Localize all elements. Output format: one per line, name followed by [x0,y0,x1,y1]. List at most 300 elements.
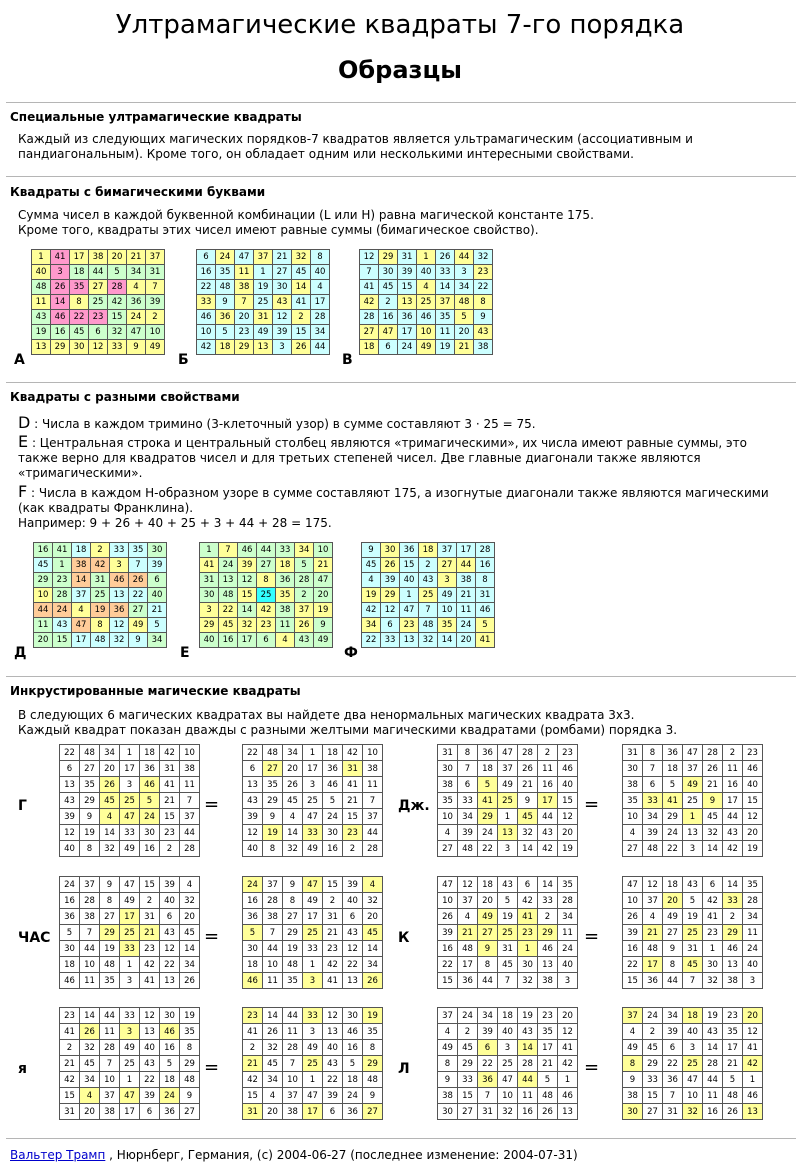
square-cell: 49 [120,893,140,909]
square-cell: 23 [343,825,363,841]
square-cell: 3 [455,265,474,280]
square-cell: 22 [60,745,80,761]
square-cell: 35 [129,543,148,558]
square-row [32,250,165,265]
square-cell: 17 [723,1040,743,1056]
square-cell: 48 [263,745,283,761]
square-cell: 26 [80,1024,100,1040]
square-cell: 16 [243,893,263,909]
square-cell: 15 [323,877,343,893]
square-cell: 12 [643,877,663,893]
square-cell: 49 [146,340,165,355]
square-cell: 46 [160,1024,180,1040]
square-cell: 6 [89,325,108,340]
square-cell: 34 [100,745,120,761]
square-cell: 33 [120,825,140,841]
square-cell: 10 [363,745,383,761]
square-cell: 43 [498,877,518,893]
square-cell: 6 [197,250,216,265]
square-cell: 41 [243,1024,263,1040]
square-cell: 12 [140,1008,160,1024]
square-cell: 30 [160,1008,180,1024]
square-cell: 8 [363,1040,383,1056]
square-cell: 31 [200,573,219,588]
square-cell: 10 [314,543,333,558]
square-cell: 22 [478,1056,498,1072]
square-row [623,825,763,841]
square-cell: 35 [216,265,235,280]
square-cell: 28 [743,893,763,909]
square-cell: 33 [458,793,478,809]
square-cell: 32 [683,1104,703,1120]
square-row [360,265,493,280]
square-cell: 33 [303,941,323,957]
square-cell: 16 [518,1104,538,1120]
square-cell: 23 [60,1008,80,1024]
square-cell: 15 [60,1088,80,1104]
square-row [438,809,578,825]
inlaid-square-y-b [242,1007,383,1120]
square-cell: 49 [417,340,436,355]
square-cell: 37 [643,893,663,909]
square-row [243,825,383,841]
square-row [438,1008,578,1024]
square-cell: 44 [263,941,283,957]
square-cell: 17 [303,761,323,777]
square-cell: 24 [643,1008,663,1024]
special-text: Каждый из следующих магических порядков-7 квадратов является ультрамагическим (ассоциативным и пандиагональным). Кроме того, он обладает одним или несколькими интересными свойствами. [18,132,693,161]
square-cell: 37 [80,877,100,893]
square-cell: 1 [200,543,219,558]
square-cell: 16 [60,893,80,909]
square-cell: 19 [180,1008,200,1024]
square-label: А [14,352,25,368]
square-cell: 12 [743,1024,763,1040]
square-cell: 17 [303,1104,323,1120]
square-cell: 28 [283,1040,303,1056]
square-cell: 3 [120,777,140,793]
square-cell: 26 [263,1024,283,1040]
square-cell: 46 [723,941,743,957]
square-cell: 34 [263,1072,283,1088]
square-cell: 27 [80,761,100,777]
square-cell: 44 [457,558,476,573]
square-cell: 8 [100,893,120,909]
footer-text: , Нюрнберг, Германия, (c) 2004-06-27 (последнее изменение: 2004-07-31) [105,1148,578,1162]
square-cell: 17 [303,909,323,925]
square-cell: 27 [273,265,292,280]
square-cell: 8 [643,745,663,761]
square-cell: 36 [160,1104,180,1120]
square-cell: 10 [623,809,643,825]
square-cell: 41 [140,973,160,989]
square-cell: 42 [743,1056,763,1072]
square-cell: 47 [314,573,333,588]
square-cell: 28 [108,280,127,295]
square-cell: 24 [127,310,146,325]
square-cell: 41 [703,909,723,925]
square-row [197,250,330,265]
square-cell: 5 [243,925,263,941]
square-cell: 37 [180,809,200,825]
square-cell: 44 [283,1008,303,1024]
square-cell: 45 [34,558,53,573]
square-cell: 42 [723,841,743,857]
square-cell: 4 [643,909,663,925]
square-cell: 38 [723,973,743,989]
square-cell: 38 [180,761,200,777]
square-row [60,909,200,925]
square-cell: 13 [32,340,51,355]
square-cell: 10 [417,325,436,340]
square-cell: 31 [478,1104,498,1120]
square-row [200,588,333,603]
square-row [438,1088,578,1104]
square-cell: 41 [558,1040,578,1056]
square-cell: 36 [663,1072,683,1088]
square-cell: 43 [140,1056,160,1072]
square-row [60,957,200,973]
square-cell: 15 [398,280,417,295]
square-cell: 49 [683,777,703,793]
square-cell: 1 [120,745,140,761]
square-cell: 45 [518,809,538,825]
square-cell: 22 [623,957,643,973]
square-cell: 7 [235,295,254,310]
square-cell: 13 [498,825,518,841]
inlaid-square-k-a [437,876,578,989]
square-cell: 25 [498,793,518,809]
square-row [32,340,165,355]
square-cell: 13 [254,340,273,355]
square-row [60,893,200,909]
square-cell: 46 [558,761,578,777]
square-cell: 10 [34,588,53,603]
square-cell: 12 [243,825,263,841]
square-cell: 37 [263,877,283,893]
square-cell: 20 [180,909,200,925]
square-cell: 37 [72,588,91,603]
square-cell: 20 [283,761,303,777]
square-cell: 29 [80,793,100,809]
square-cell: 35 [276,588,295,603]
square-cell: 36 [216,310,235,325]
square-cell: 25 [89,295,108,310]
square-cell: 4 [363,877,383,893]
page-subtitle: Образцы [338,56,462,84]
square-cell: 5 [160,1056,180,1072]
square-cell: 24 [160,1088,180,1104]
square-cell: 1 [303,745,323,761]
square-cell: 36 [478,745,498,761]
square-cell: 6 [343,909,363,925]
square-cell: 26 [623,909,643,925]
square-cell: 2 [146,310,165,325]
square-cell: 12 [558,1024,578,1040]
square-cell: 33 [436,265,455,280]
square-cell: 9 [362,543,381,558]
square-cell: 40 [743,777,763,793]
square-cell: 47 [303,809,323,825]
square-row [362,558,495,573]
square-cell: 36 [478,1072,498,1088]
square-cell: 18 [478,877,498,893]
square-cell: 17 [238,633,257,648]
square-cell: 5 [455,310,474,325]
square-row [623,893,763,909]
square-cell: 13 [60,777,80,793]
square-cell: 45 [180,925,200,941]
square-cell: 34 [180,957,200,973]
square-cell: 18 [360,340,379,355]
square-cell: 44 [311,340,330,355]
square-cell: 41 [51,250,70,265]
square-cell: 26 [283,777,303,793]
square-cell: 30 [703,957,723,973]
square-cell: 25 [498,925,518,941]
square-cell: 6 [518,877,538,893]
square-cell: 27 [283,909,303,925]
square-cell: 15 [623,973,643,989]
square-row [362,588,495,603]
square-cell: 1 [120,1072,140,1088]
square-cell: 45 [683,957,703,973]
square-cell: 6 [379,340,398,355]
square-row [60,777,200,793]
square-cell: 46 [743,761,763,777]
square-cell: 11 [363,777,383,793]
square-cell: 41 [476,633,495,648]
square-cell: 39 [60,809,80,825]
square-cell: 34 [362,618,381,633]
author-link[interactable]: Вальтер Трамп [10,1148,106,1162]
square-cell: 15 [743,793,763,809]
square-cell: 4 [311,280,330,295]
square-cell: 5 [498,893,518,909]
square-cell: 21 [273,250,292,265]
square-cell: 10 [80,957,100,973]
square-row [438,1072,578,1088]
square-cell: 30 [148,543,167,558]
square-cell: 19 [80,825,100,841]
square-cell: 19 [558,841,578,857]
square-label: Л [398,1061,410,1077]
square-cell: 9 [216,295,235,310]
square-cell: 27 [100,909,120,925]
square-cell: 6 [643,777,663,793]
square-cell: 11 [34,618,53,633]
square-cell: 25 [120,925,140,941]
square-cell: 48 [216,280,235,295]
square-cell: 18 [343,1072,363,1088]
square-cell: 24 [398,340,417,355]
square-cell: 39 [243,809,263,825]
square-cell: 19 [32,325,51,340]
square-cell: 42 [108,295,127,310]
square-cell: 10 [498,1088,518,1104]
inlaid-square-k-b [622,876,763,989]
square-cell: 46 [60,973,80,989]
square-cell: 34 [283,745,303,761]
square-cell: 8 [70,295,89,310]
square-cell: 31 [498,941,518,957]
square-cell: 32 [518,973,538,989]
square-cell: 46 [417,310,436,325]
square-cell: 21 [538,1056,558,1072]
square-cell: 32 [498,1104,518,1120]
square-cell: 41 [343,777,363,793]
square-cell: 47 [120,1088,140,1104]
square-cell: 25 [683,1056,703,1072]
square-cell: 23 [558,745,578,761]
square-cell: 30 [438,1104,458,1120]
square-cell: 5 [343,1056,363,1072]
square-row [60,1040,200,1056]
square-cell: 46 [140,777,160,793]
square-cell: 4 [80,1088,100,1104]
square-cell: 27 [263,761,283,777]
square-cell: 36 [323,761,343,777]
square-cell: 25 [120,1056,140,1072]
square-cell: 43 [474,325,493,340]
square-cell: 6 [257,633,276,648]
square-cell: 46 [243,973,263,989]
square-cell: 35 [70,280,89,295]
square-cell: 48 [643,841,663,857]
square-row [438,941,578,957]
square-cell: 46 [197,310,216,325]
square-cell: 35 [363,1024,383,1040]
square-label: Дж. [398,798,430,814]
square-cell: 8 [476,573,495,588]
square-cell: 39 [273,325,292,340]
square-cell: 1 [400,588,419,603]
square-row [60,1088,200,1104]
square-cell: 11 [235,265,254,280]
inlaid-square-l-b [622,1007,763,1120]
square-label: я [18,1061,27,1077]
square-cell: 39 [238,558,257,573]
square-row [623,1008,763,1024]
square-cell: 11 [743,925,763,941]
square-cell: 39 [643,825,663,841]
square-cell: 7 [129,558,148,573]
square-cell: 8 [311,250,330,265]
square-row [623,957,763,973]
square-cell: 23 [474,265,493,280]
square-cell: 31 [60,1104,80,1120]
square-row [60,1104,200,1120]
square-cell: 20 [363,909,383,925]
bimagic-line-2: Кроме того, квадраты этих чисел имеют равные суммы (бимагическое свойство). [18,223,539,237]
square-cell: 8 [458,745,478,761]
property-f-text: : Числа в каждом H-образном узоре в сумме составляют 175, а изогнутые диагонали также являются магическими (как квадраты Франклина). [18,486,769,515]
square-cell: 38 [363,761,383,777]
square-cell: 36 [110,603,129,618]
square-cell: 14 [238,603,257,618]
square-cell: 49 [120,841,140,857]
square-row [438,877,578,893]
square-row [197,265,330,280]
square-cell: 44 [100,1008,120,1024]
square-cell: 47 [683,745,703,761]
square-cell: 16 [51,325,70,340]
square-cell: 18 [663,877,683,893]
square-cell: 40 [140,1040,160,1056]
square-cell: 45 [703,809,723,825]
square-cell: 14 [438,633,457,648]
square-cell: 37 [623,1008,643,1024]
square-cell: 7 [80,925,100,941]
square-cell: 49 [498,777,518,793]
square-cell: 21 [458,925,478,941]
square-cell: 46 [51,310,70,325]
square-row [362,603,495,618]
square-row [197,310,330,325]
square-cell: 36 [398,310,417,325]
square-cell: 33 [276,543,295,558]
square-cell: 45 [498,957,518,973]
square-cell: 34 [558,909,578,925]
square-cell: 31 [146,265,165,280]
square-cell: 40 [323,1040,343,1056]
square-cell: 11 [703,1088,723,1104]
square-cell: 36 [276,573,295,588]
square-cell: 30 [623,761,643,777]
square-cell: 16 [703,1104,723,1120]
square-row [34,588,167,603]
square-cell: 25 [257,588,276,603]
square-cell: 14 [180,941,200,957]
square-cell: 2 [160,841,180,857]
square-cell: 26 [518,761,538,777]
square-cell: 6 [703,877,723,893]
square-row [438,1024,578,1040]
square-cell: 15 [243,1088,263,1104]
square-cell: 9 [283,877,303,893]
square-cell: 39 [458,825,478,841]
square-cell: 41 [743,1040,763,1056]
square-cell: 27 [363,1104,383,1120]
square-cell: 19 [100,941,120,957]
square-cell: 1 [303,1072,323,1088]
square-cell: 2 [538,745,558,761]
square-cell: 12 [360,250,379,265]
square-cell: 27 [478,925,498,941]
square-cell: 42 [558,1056,578,1072]
magic-square-d [33,542,167,648]
square-row [438,925,578,941]
square-cell: 8 [257,573,276,588]
square-cell: 27 [663,925,683,941]
square-cell: 19 [363,1008,383,1024]
square-cell: 15 [108,310,127,325]
square-cell: 29 [263,793,283,809]
square-cell: 39 [160,877,180,893]
square-cell: 34 [127,265,146,280]
square-cell: 10 [438,809,458,825]
square-cell: 22 [663,841,683,857]
square-cell: 1 [417,250,436,265]
square-cell: 21 [60,1056,80,1072]
square-cell: 3 [273,340,292,355]
square-row [438,777,578,793]
square-cell: 12 [381,603,400,618]
square-cell: 9 [263,809,283,825]
square-cell: 41 [478,793,498,809]
square-cell: 9 [438,1072,458,1088]
square-cell: 39 [140,1088,160,1104]
